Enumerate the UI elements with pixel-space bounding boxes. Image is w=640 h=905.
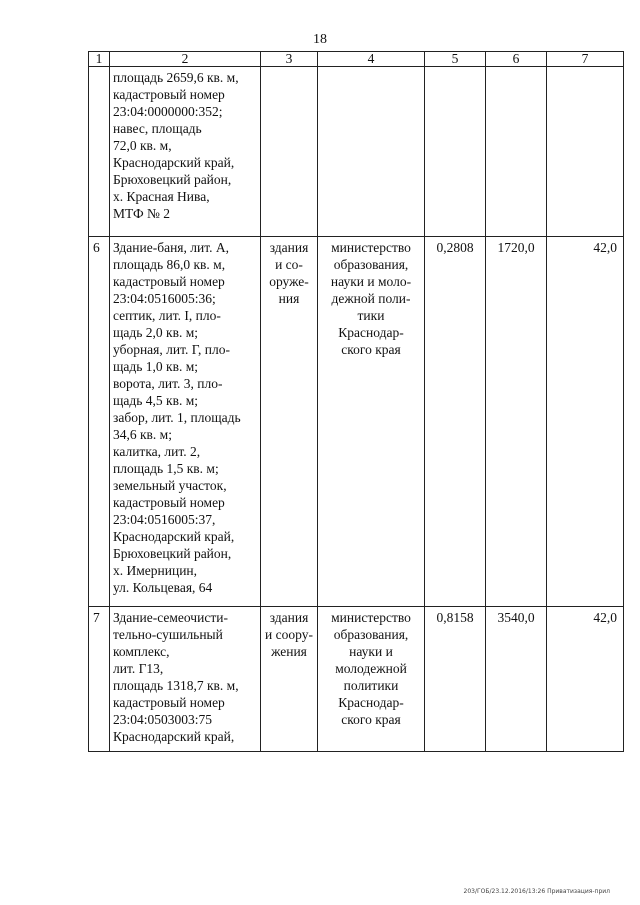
holder <box>318 237 425 607</box>
text-line: жения <box>271 644 307 659</box>
text-line: щадь 2,0 кв. м; <box>113 325 199 340</box>
text-line: Здание-баня, лит. А, <box>113 240 229 255</box>
text-line: забор, лит. 1, площадь <box>113 410 241 425</box>
text-line: Здание-семеочисти- <box>113 610 228 625</box>
text-line: политики <box>343 678 399 693</box>
row-number <box>89 67 110 237</box>
property-type <box>261 67 318 237</box>
text-line: науки и <box>349 644 393 659</box>
text-line: ского края <box>341 712 401 727</box>
text-line: дежной поли- <box>331 291 411 306</box>
text-line: Краснодар- <box>338 695 404 710</box>
text-line: щадь 4,5 кв. м; <box>113 393 199 408</box>
holder <box>318 67 425 237</box>
text-line: лит. Г13, <box>113 661 164 676</box>
text-line: молодежной <box>335 661 407 676</box>
holder <box>318 607 425 752</box>
text-line: кадастровый номер <box>113 695 225 710</box>
header-col-5: 5 <box>425 52 486 67</box>
page-number: 18 <box>313 32 327 47</box>
text-line: площадь 2659,6 кв. м, <box>113 70 239 85</box>
text-line: Брюховецкий район, <box>113 172 232 187</box>
header-col-7: 7 <box>547 52 624 67</box>
cost-value <box>486 67 547 237</box>
text-line: х. Имерницин, <box>113 563 198 578</box>
property-description <box>110 607 261 752</box>
row-number: 6 <box>89 237 110 607</box>
text-line: Брюховецкий район, <box>113 546 232 561</box>
text-line: образования, <box>333 257 409 272</box>
text-line: 23:04:0000000:352; <box>113 104 223 119</box>
text-line: оруже- <box>269 274 309 289</box>
property-type <box>261 237 318 607</box>
text-line: министерство <box>331 610 411 625</box>
text-line: земельный участок, <box>113 478 227 493</box>
text-line: 23:04:0516005:36; <box>113 291 216 306</box>
text-line: навес, площадь <box>113 121 202 136</box>
header-col-1: 1 <box>89 52 110 67</box>
table-row <box>89 67 624 237</box>
text-line: тельно-сушильный <box>113 627 223 642</box>
percent-value: 42,0 <box>547 237 624 607</box>
header-col-4: 4 <box>318 52 425 67</box>
text-line: площадь 1318,7 кв. м, <box>113 678 239 693</box>
text-line: Краснодарский край, <box>113 729 235 744</box>
text-line: и соору- <box>265 627 313 642</box>
text-line: 23:04:0516005:37, <box>113 512 216 527</box>
text-line: площадь 1,5 кв. м; <box>113 461 219 476</box>
area-value <box>425 67 486 237</box>
table-row <box>89 237 624 607</box>
text-line: тики <box>357 308 385 323</box>
cost-value: 3540,0 <box>486 607 547 752</box>
property-type <box>261 607 318 752</box>
text-line: уборная, лит. Г, пло- <box>113 342 230 357</box>
table-header-row <box>89 52 624 67</box>
text-line: х. Красная Нива, <box>113 189 210 204</box>
area-value: 0,2808 <box>425 237 486 607</box>
percent-value: 42,0 <box>547 607 624 752</box>
cost-value: 1720,0 <box>486 237 547 607</box>
text-line: ния <box>278 291 300 306</box>
text-line: Краснодарский край, <box>113 529 235 544</box>
text-line: калитка, лит. 2, <box>113 444 201 459</box>
text-line: и со- <box>275 257 303 272</box>
property-table <box>88 51 624 752</box>
text-line: науки и моло- <box>330 274 412 289</box>
text-line: здания <box>269 610 309 625</box>
percent-value <box>547 67 624 237</box>
text-line: ворота, лит. 3, пло- <box>113 376 223 391</box>
text-line: Краснодар- <box>338 325 404 340</box>
text-line: комплекс, <box>113 644 170 659</box>
text-line: септик, лит. I, пло- <box>113 308 221 323</box>
text-line: Краснодарский край, <box>113 155 235 170</box>
text-line: МТФ № 2 <box>113 206 170 221</box>
text-line: 34,6 кв. м; <box>113 427 172 442</box>
text-line: ул. Кольцевая, 64 <box>113 580 213 595</box>
table-row <box>89 607 624 752</box>
text-line: кадастровый номер <box>113 87 225 102</box>
property-description <box>110 67 261 237</box>
header-col-2: 2 <box>110 52 261 67</box>
header-col-6: 6 <box>486 52 547 67</box>
text-line: 72,0 кв. м, <box>113 138 172 153</box>
text-line: ского края <box>341 342 401 357</box>
text-line: министерство <box>331 240 411 255</box>
text-line: щадь 1,0 кв. м; <box>113 359 199 374</box>
area-value: 0,8158 <box>425 607 486 752</box>
text-line: кадастровый номер <box>113 274 225 289</box>
header-col-3: 3 <box>261 52 318 67</box>
text-line: 23:04:0503003:75 <box>113 712 213 727</box>
text-line: образования, <box>333 627 409 642</box>
document-footer: 203/ГОБ/23.12.2016/13:26 Приватизация-прил <box>463 888 610 895</box>
text-line: кадастровый номер <box>113 495 225 510</box>
text-line: здания <box>269 240 309 255</box>
row-number: 7 <box>89 607 110 752</box>
property-description <box>110 237 261 607</box>
text-line: площадь 86,0 кв. м, <box>113 257 226 272</box>
